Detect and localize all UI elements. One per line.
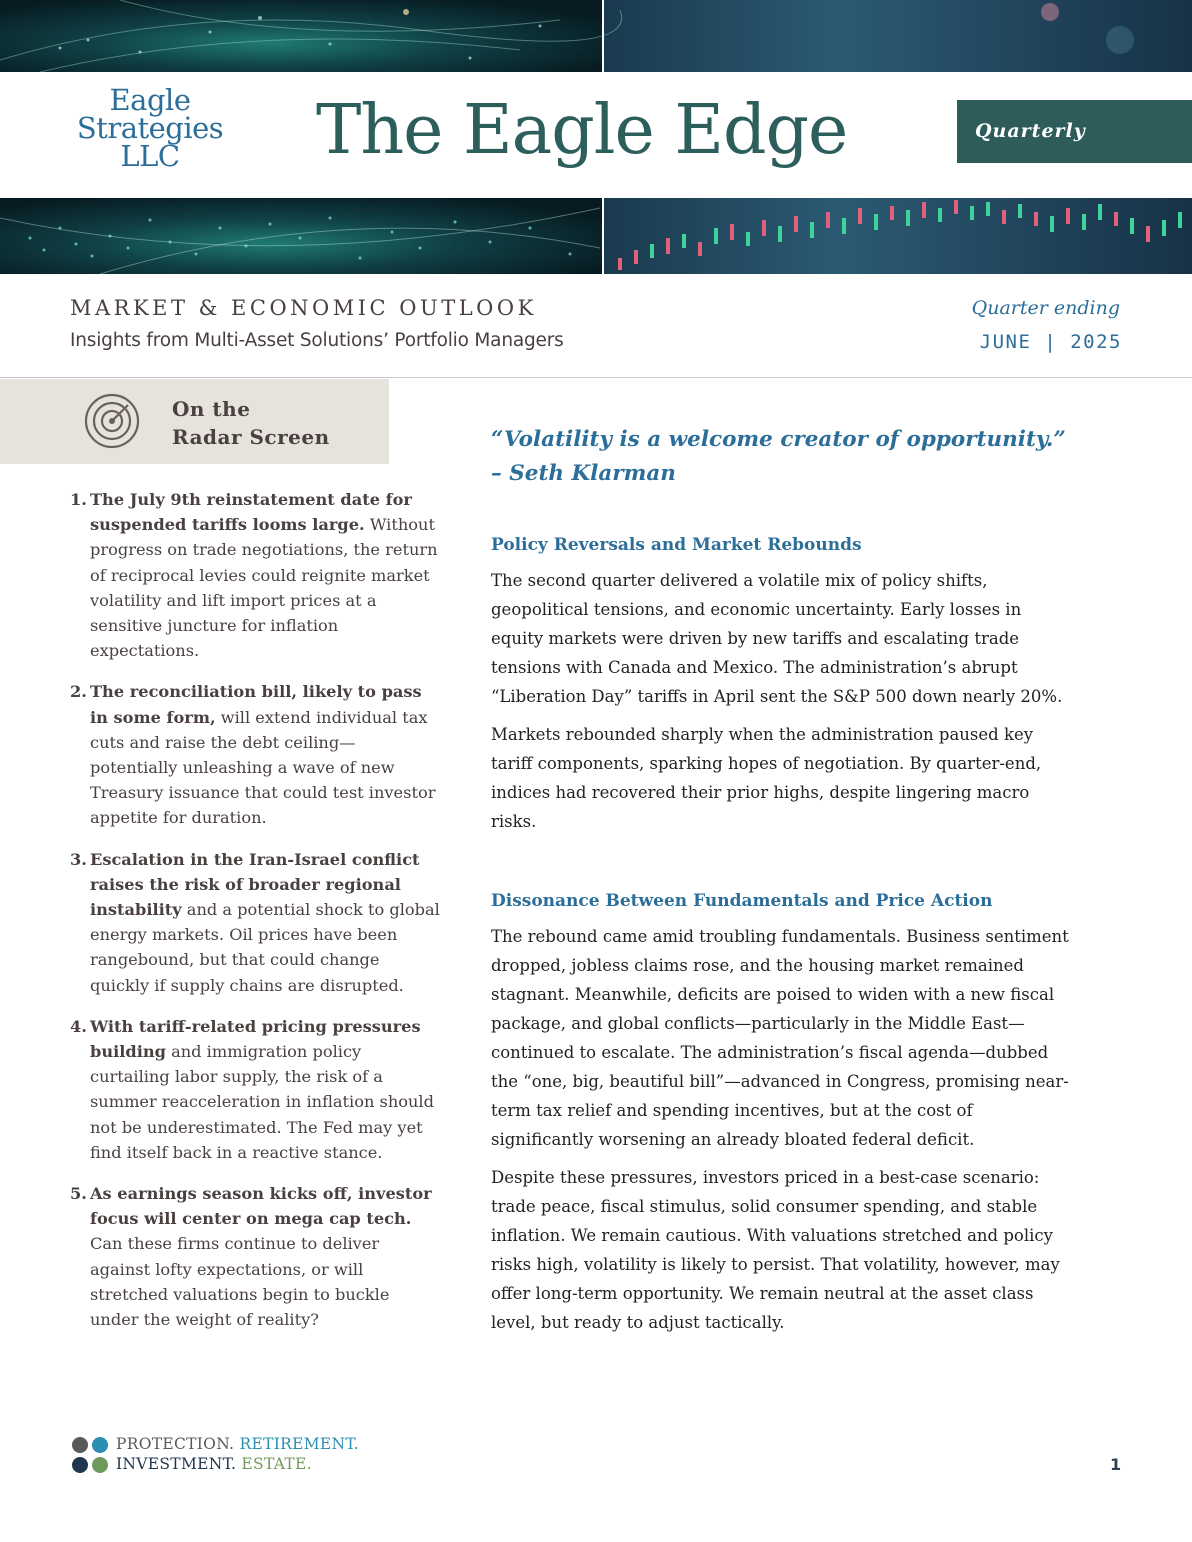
list-item-number: 5. bbox=[70, 1184, 87, 1204]
list-item-number: 1. bbox=[70, 490, 87, 509]
radar-screen-header bbox=[0, 379, 389, 464]
list-item-text: Without progress on trade negotiations, the return of reciprocal levies could reignite market volatility and lift import prices at a sensitive juncture for inflation expectations. bbox=[90, 515, 438, 661]
tagline-protection: PROTECTION. bbox=[116, 1435, 235, 1453]
quote-author: – Seth Klarman bbox=[491, 461, 676, 486]
quote-text: “Volatility is a welcome creator of opportunity.” bbox=[491, 427, 1066, 452]
list-item-text: will extend individual tax cuts and raise the debt ceiling—potentially unleashing a wave of new Treasury issuance that could test investor appetite for duration. bbox=[90, 707, 436, 828]
section-dissonance bbox=[491, 888, 1071, 1346]
list-item-number: 2. bbox=[70, 682, 87, 702]
radar-title-line-1: On the bbox=[172, 397, 251, 421]
list-item-lead: With tariff-related pricing pressures building bbox=[90, 1016, 421, 1062]
company-logo bbox=[60, 83, 240, 173]
green-dot-icon bbox=[92, 1457, 108, 1473]
section-policy-reversals bbox=[491, 532, 1071, 845]
pull-quote bbox=[491, 423, 1131, 491]
list-item-lead: The reconciliation bill, likely to pass in some form, bbox=[90, 682, 422, 727]
list-item bbox=[70, 1181, 440, 1332]
list-item-text: and a potential shock to global energy markets. Oil prices have been rangebound, but that could change quickly if supply chains are disrupted. bbox=[90, 900, 440, 995]
radar-icon bbox=[82, 391, 142, 455]
list-item bbox=[70, 1014, 440, 1165]
paragraph: The rebound came amid troubling fundamentals. Business sentiment dropped, jobless claims rose, and the housing market remained stagnant. Meanwhile, deficits are poised to widen with a new fiscal package, and global conflicts—particularly in the Middle East— continued to escalate. The administration’s fiscal agenda—dubbed the “one, big, beautiful bill”—advanced in Congress, promising near-term tax relief and spending incentives, but at the cost of significantly worsening an already bloated federal deficit. bbox=[491, 927, 1069, 1149]
tagline-investment: INVESTMENT. bbox=[116, 1455, 237, 1473]
list-item-number: 4. bbox=[70, 1016, 87, 1036]
tagline-estate: ESTATE. bbox=[241, 1455, 312, 1473]
frequency-badge: Quarterly bbox=[957, 100, 1192, 163]
header-divider bbox=[0, 377, 1192, 378]
section-heading: Dissonance Between Fundamentals and Price Action bbox=[491, 891, 993, 911]
quarter-date: JUNE | 2025 bbox=[979, 331, 1122, 353]
radar-list bbox=[70, 487, 440, 1348]
banner-image-bottom bbox=[0, 198, 1192, 274]
logo-line-3: LLC bbox=[120, 139, 180, 173]
radar-title-line-2: Radar Screen bbox=[172, 425, 330, 449]
list-item-text: and immigration policy curtailing labor supply, the risk of a summer reacceleration in inflation should not be underestimated. The Fed may yet find itself back in a reactive stance. bbox=[90, 1042, 434, 1162]
list-item bbox=[70, 487, 440, 663]
list-item-lead: Escalation in the Iran-Israel conflict raises the risk of broader regional instability bbox=[90, 849, 420, 920]
logo-line-2: Strategies bbox=[76, 111, 224, 145]
list-item bbox=[70, 679, 440, 830]
section-heading: Policy Reversals and Market Rebounds bbox=[491, 535, 862, 555]
list-item-number: 3. bbox=[70, 849, 87, 869]
section-title: MARKET & ECONOMIC OUTLOOK bbox=[70, 296, 537, 320]
quarter-label: Quarter ending bbox=[971, 297, 1120, 319]
tagline-row-2 bbox=[116, 1454, 312, 1474]
banner-image-top bbox=[0, 0, 1192, 72]
page-number: 1 bbox=[1110, 1455, 1122, 1474]
paragraph: Markets rebounded sharply when the administration paused key tariff components, sparking hopes of negotiation. By quarter-end, indices had recovered their prior highs, despite lingering macro risks. bbox=[491, 725, 1042, 831]
list-item bbox=[70, 847, 440, 998]
subtitle: Insights from Multi-Asset Solutions’ Portfolio Managers bbox=[70, 330, 564, 351]
radar-title bbox=[172, 395, 330, 451]
teal-dot-icon bbox=[92, 1437, 108, 1453]
publication-title: The Eagle Edge bbox=[316, 91, 848, 170]
list-item-lead: As earnings season kicks off, investor focus will center on mega cap tech. bbox=[90, 1184, 432, 1229]
tagline-row-1 bbox=[116, 1434, 359, 1454]
navy-dot-icon bbox=[72, 1457, 88, 1473]
paragraph: The second quarter delivered a volatile mix of policy shifts, geopolitical tensions, and economic uncertainty. Early losses in equity markets were driven by new tariffs and escalating trade tensions with Canada and Mexico. The administration’s abrupt “Liberation Day” tariffs in April sent the S&P 500 down nearly 20%. bbox=[491, 571, 1063, 706]
dark-gray-dot-icon bbox=[72, 1437, 88, 1453]
tagline-retirement: RETIREMENT. bbox=[239, 1435, 359, 1453]
list-item-lead: The July 9th reinstatement date for suspended tariffs looms large. bbox=[90, 490, 412, 535]
logo-line-1: Eagle bbox=[109, 83, 191, 117]
list-item-text: Can these firms continue to deliver against lofty expectations, or will stretched valuations begin to buckle under the weight of reality? bbox=[90, 1234, 390, 1330]
paragraph: Despite these pressures, investors priced in a best-case scenario: trade peace, fiscal stimulus, solid consumer spending, and stable inflation. We remain cautious. With valuations stretched and policy risks high, volatility is likely to persist. That volatility, however, may offer long-term opportunity. We remain neutral at the asset class level, but ready to adjust tactically. bbox=[491, 1168, 1060, 1332]
